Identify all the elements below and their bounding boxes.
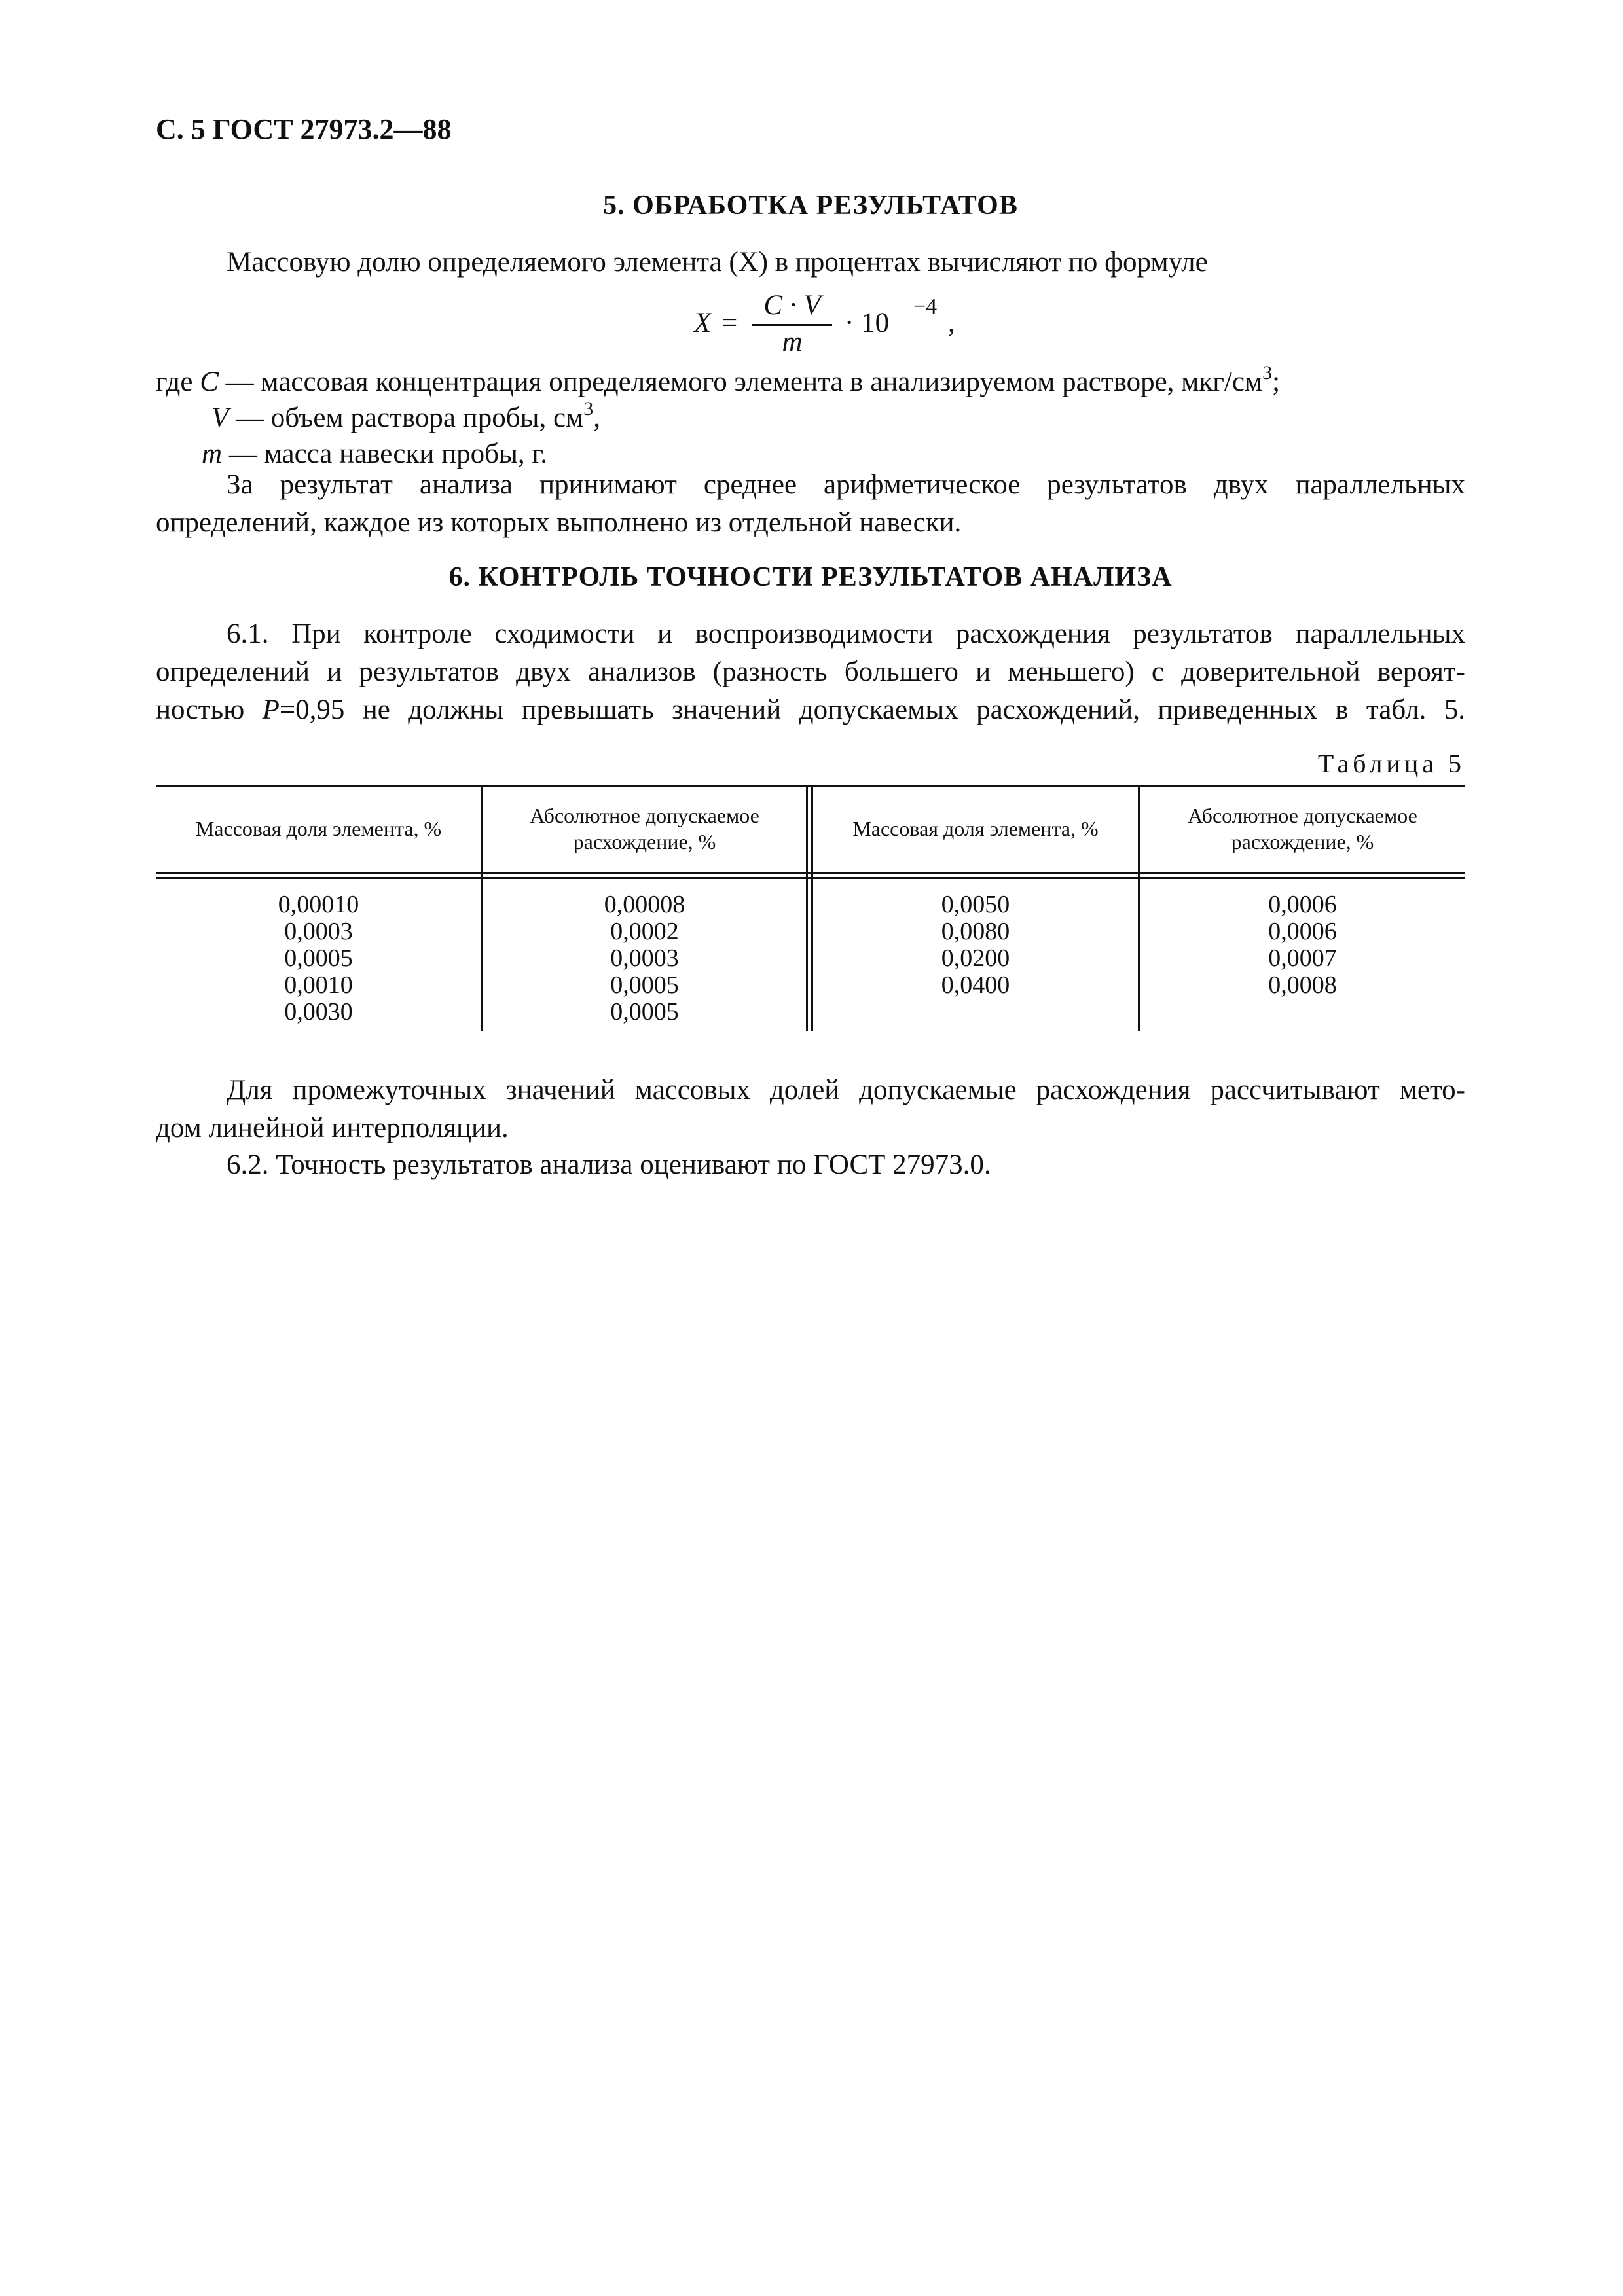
table-cell: 0,00010 [278,891,359,918]
table-cell: 0,0005 [610,971,679,999]
definition-end: , [593,403,601,433]
table-cell: 0,0005 [284,944,353,972]
formula-denominator: m [782,327,803,357]
table-cell: 0,0003 [610,944,679,972]
p61-line-1: 6.1. При контроле сходимости и воспроизводимости расхождения результатов параллельных [227,619,1465,649]
table-cell: 0,00008 [604,891,685,918]
section-5-title: 5. ОБРАБОТКА РЕЗУЛЬТАТОВ [603,190,1018,221]
table-header-rule-2 [156,877,1465,879]
table-header-discrepancy-2: Абсолютное допускаемое расхождение, % [1188,804,1417,853]
paragraph-6-1 [156,615,1465,729]
interp-line-1: Для промежуточных значений массовых долей допускаемые расхождения рассчитывают мето- [227,1075,1465,1105]
formula-equals: = [721,308,738,338]
table-5 [156,785,1465,1031]
table-header-rule-1 [156,872,1465,874]
table-column-3 [813,891,1138,999]
formula-multiplier: · 10 [845,308,890,338]
definition-symbol: m [202,439,223,469]
definition-text: массовая концентрация определяемого элемента в анализируемом растворе, мкг/см [261,367,1263,397]
section-6-title: 6. КОНТРОЛЬ ТОЧНОСТИ РЕЗУЛЬТАТОВ АНАЛИЗА [448,562,1173,592]
table-header-mass-fraction-2: Массовая доля элемента, % [852,817,1099,840]
table-cell: 0,0006 [1268,891,1337,918]
table-caption: Таблица 5 [1317,749,1465,778]
table-cell: 0,0007 [1268,944,1337,972]
definition-prefix: где [156,367,200,397]
formula-numerator: C · V [763,290,821,321]
formula-lhs: X [694,308,712,338]
formula [687,289,955,361]
table-cell: 0,0003 [284,918,353,945]
p61-line-3a: ностью [156,694,263,725]
definition-text: объем раствора пробы, см [270,403,584,433]
table-cell: 0,0008 [1268,971,1337,999]
formula-comma: , [948,308,955,338]
paragraph-6-2: 6.2. Точность результатов анализа оценивают по ГОСТ 27973.0. [227,1149,991,1180]
table-cell: 0,0030 [284,998,353,1026]
definition-end: ; [1272,367,1281,397]
table-cell: 0,0010 [284,971,353,999]
table-cell: 0,0400 [941,971,1010,999]
page-header: С. 5 ГОСТ 27973.2—88 [156,113,452,145]
table-cell: 0,0005 [610,998,679,1026]
section-5-intro [156,243,1465,281]
interp-line-2: дом линейной интерполяции. [156,1113,509,1143]
intro-text: Массовую долю определяемого элемента (X) в процентах вычисляют по формуле [227,247,1208,278]
formula-exponent: −4 [913,295,938,319]
section-5-result: За результат анализа принимают среднее арифметическое результатов двух параллельных определений, каждое из которых выполнено из отдельной навески. [156,469,1465,538]
definition-sup: 3 [1262,362,1273,384]
definition-c [156,362,1281,399]
table-column-2 [483,891,806,1026]
definition-dash: — [218,367,261,397]
table-header-discrepancy: Абсолютное допускаемое расхождение, % [530,804,759,853]
table-cell: 0,0080 [941,918,1010,945]
table-cell: 0,0200 [941,944,1010,972]
table-cell: 0,0050 [941,891,1010,918]
p61-symbol-p: P [262,694,280,725]
definition-dash: — [222,439,264,469]
definition-dash: — [228,403,271,433]
interpolation-paragraph [156,1071,1465,1147]
definition-sup: 3 [583,398,594,420]
p61-line-2: определений и результатов двух анализов (разность большего и меньшего) с доверительной вероят- [156,656,1465,687]
definition-symbol: V [211,403,229,433]
table-cell: 0,0006 [1268,918,1337,945]
table-cell: 0,0002 [610,918,679,945]
table-double-rule-a [806,785,808,1031]
table-header-mass-fraction: Массовая доля элемента, % [195,817,442,840]
p61-line-3b: =0,95 не должны превышать значений допускаемых расхождений, приведенных в табл. 5. [279,694,1465,725]
definition-text: масса навески пробы, г. [264,439,547,469]
p61-line-3 [156,691,1465,729]
table-column-1 [156,891,481,1026]
definition-symbol: C [200,367,219,397]
table-column-4 [1140,891,1465,999]
definition-v [211,398,601,435]
